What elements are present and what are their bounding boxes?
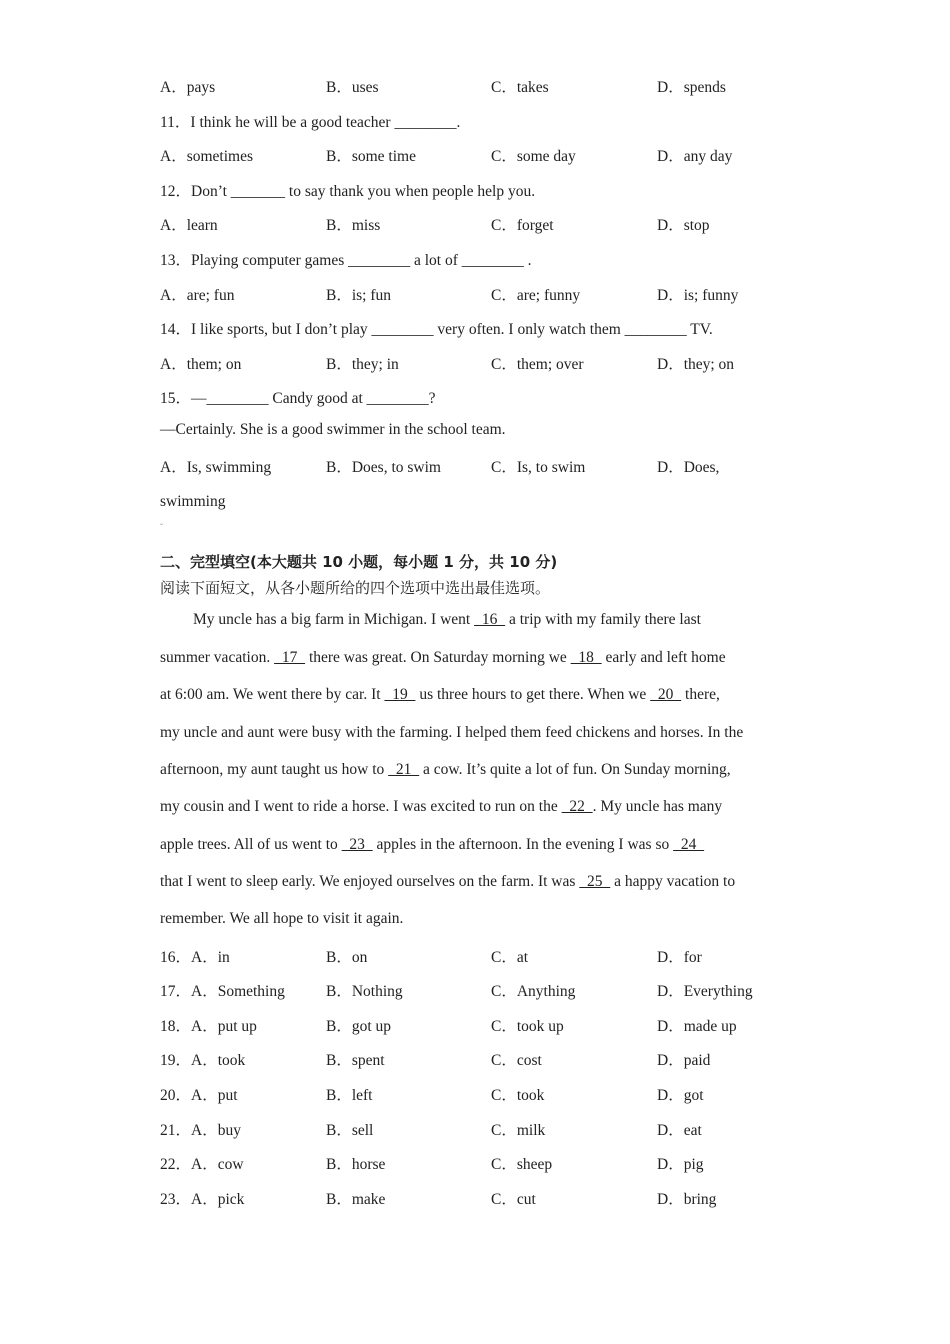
cloze-option-b: B．horse	[326, 1156, 386, 1173]
passage-text: My uncle has a big farm in Michigan. I went	[193, 611, 475, 628]
q15-option-b: B．Does, to swim	[326, 459, 441, 476]
passage-text: there was great. On Saturday morning we	[305, 649, 571, 666]
paragraph-mark: ˇ	[160, 522, 163, 532]
passage-text: . My uncle has many	[592, 798, 723, 815]
passage-text: a trip with my family there last	[505, 611, 701, 628]
cloze-option-c: C．milk	[491, 1122, 546, 1139]
cloze-option-a: 16．A．in	[160, 949, 230, 966]
cloze-blank: 19	[384, 686, 416, 703]
q15-option-d: D．Does,	[657, 459, 720, 476]
q11-options	[160, 144, 800, 166]
cloze-option-a: 19．A．took	[160, 1052, 246, 1069]
cloze-option-d: D．pig	[657, 1156, 704, 1173]
q12-option-a: A．learn	[160, 217, 218, 234]
passage-text: a cow. It’s quite a lot of fun. On Sunday morning,	[419, 761, 731, 778]
cloze-option-a: 20．A．put	[160, 1087, 238, 1104]
q12-option-b: B．miss	[326, 217, 381, 234]
q13-option-d: D．is; funny	[657, 287, 739, 304]
cloze-option-a: 23．A．pick	[160, 1191, 245, 1208]
q12-stem: 12．Don’t _______ to say thank you when people help you.	[160, 183, 536, 200]
cloze-option-d: D．paid	[657, 1052, 711, 1069]
q10-option-a: A．pays	[160, 79, 216, 96]
passage-text: my uncle and aunt were busy with the farming. I helped them feed chickens and horses. In the	[160, 724, 744, 741]
section2-instruction: 阅读下面短文，从各小题所给的四个选项中选出最佳选项。	[160, 579, 551, 597]
cloze-blank: 24	[673, 836, 705, 853]
q10-option-b: B．uses	[326, 79, 379, 96]
q15-option-c: C．Is, to swim	[491, 459, 586, 476]
passage-text: a happy vacation to	[610, 873, 736, 890]
cloze-option-row	[160, 1083, 800, 1105]
q14-option-d: D．they; on	[657, 356, 735, 373]
passage-line	[160, 836, 704, 854]
q13-options	[160, 283, 800, 305]
passage-text: early and left home	[601, 649, 726, 666]
cloze-option-d: D．Everything	[657, 983, 753, 1000]
q11-option-a: A．sometimes	[160, 148, 253, 165]
passage-text: that I went to sleep early. We enjoyed ourselves on the farm. It was	[160, 873, 580, 890]
cloze-option-row	[160, 1118, 800, 1140]
passage-line	[160, 761, 731, 779]
passage-line	[160, 873, 735, 891]
passage-line	[160, 910, 403, 928]
cloze-option-c: C．cut	[491, 1191, 536, 1208]
q12-options	[160, 213, 800, 235]
cloze-option-d: D．got	[657, 1087, 704, 1104]
cloze-blank: 20	[650, 686, 682, 703]
q14-options	[160, 352, 800, 374]
q10-options	[160, 75, 800, 97]
cloze-option-a: 17．A．Something	[160, 983, 285, 1000]
q15-option-d-continued: swimming	[160, 493, 226, 510]
cloze-blank: 21	[388, 761, 420, 778]
q10-option-d: D．spends	[657, 79, 726, 96]
q11-option-d: D．any day	[657, 148, 733, 165]
q11-option-b: B．some time	[326, 148, 416, 165]
cloze-option-row	[160, 1187, 800, 1209]
cloze-option-b: B．Nothing	[326, 983, 403, 1000]
cloze-option-c: C．took up	[491, 1018, 564, 1035]
q13-option-b: B．is; fun	[326, 287, 392, 304]
cloze-option-a: 22．A．cow	[160, 1156, 244, 1173]
cloze-option-b: B．got up	[326, 1018, 392, 1035]
cloze-option-c: C．sheep	[491, 1156, 553, 1173]
cloze-option-row	[160, 979, 800, 1001]
q13-stem: 13．Playing computer games ________ a lot of ________ .	[160, 252, 532, 269]
q12-option-d: D．stop	[657, 217, 710, 234]
q14-stem: 14．I like sports, but I don’t play ________ very often. I only watch them ________ TV.	[160, 321, 713, 338]
q11-option-c: C．some day	[491, 148, 576, 165]
passage-text: at 6:00 am. We went there by car. It	[160, 686, 385, 703]
cloze-option-c: C．cost	[491, 1052, 542, 1069]
q12-option-c: C．forget	[491, 217, 554, 234]
passage-line	[160, 724, 743, 742]
q15-reply: —Certainly. She is a good swimmer in the school team.	[160, 421, 506, 438]
cloze-blank: 22	[561, 798, 593, 815]
cloze-option-d: D．for	[657, 949, 702, 966]
cloze-option-b: B．on	[326, 949, 368, 966]
cloze-option-c: C．took	[491, 1087, 545, 1104]
cloze-blank: 23	[341, 836, 373, 853]
passage-text: there,	[681, 686, 720, 703]
cloze-option-c: C．Anything	[491, 983, 576, 1000]
cloze-blank: 18	[570, 649, 602, 666]
passage-text: apples in the afternoon. In the evening I was so	[372, 836, 674, 853]
passage-text: afternoon, my aunt taught us how to	[160, 761, 389, 778]
cloze-blank: 17	[274, 649, 306, 666]
q10-option-c: C．takes	[491, 79, 549, 96]
cloze-option-row	[160, 1152, 800, 1174]
section2-heading: 二、完型填空(本大题共 10 小题，每小题 1 分，共 10 分)	[160, 553, 558, 571]
passage-line	[193, 611, 701, 629]
cloze-option-row	[160, 945, 800, 967]
cloze-option-a: 18．A．put up	[160, 1018, 257, 1035]
cloze-option-b: B．spent	[326, 1052, 385, 1069]
q15-options	[160, 455, 800, 477]
passage-text: remember. We all hope to visit it again.	[160, 910, 404, 927]
cloze-option-a: 21．A．buy	[160, 1122, 241, 1139]
cloze-option-b: B．make	[326, 1191, 386, 1208]
q14-option-b: B．they; in	[326, 356, 399, 373]
cloze-option-b: B．left	[326, 1087, 373, 1104]
passage-text: apple trees. All of us went to	[160, 836, 342, 853]
cloze-option-c: C．at	[491, 949, 529, 966]
q13-option-a: A．are; fun	[160, 287, 235, 304]
q13-option-c: C．are; funny	[491, 287, 581, 304]
cloze-blank: 16	[474, 611, 506, 628]
passage-text: summer vacation.	[160, 649, 275, 666]
passage-text: my cousin and I went to ride a horse. I was excited to run on the	[160, 798, 562, 815]
q15-stem: 15．—________ Candy good at ________?	[160, 390, 436, 407]
passage-line	[160, 798, 722, 816]
q14-option-a: A．them; on	[160, 356, 242, 373]
cloze-option-row	[160, 1048, 800, 1070]
cloze-option-d: D．eat	[657, 1122, 702, 1139]
q14-option-c: C．them; over	[491, 356, 584, 373]
cloze-option-b: B．sell	[326, 1122, 374, 1139]
cloze-option-d: D．made up	[657, 1018, 737, 1035]
cloze-option-row	[160, 1014, 800, 1036]
cloze-blank: 25	[579, 873, 611, 890]
passage-text: us three hours to get there. When we	[415, 686, 651, 703]
q11-stem: 11．I think he will be a good teacher ________.	[160, 114, 461, 131]
q15-option-a: A．Is, swimming	[160, 459, 272, 476]
passage-line	[160, 686, 720, 704]
passage-line	[160, 649, 726, 667]
cloze-option-d: D．bring	[657, 1191, 717, 1208]
